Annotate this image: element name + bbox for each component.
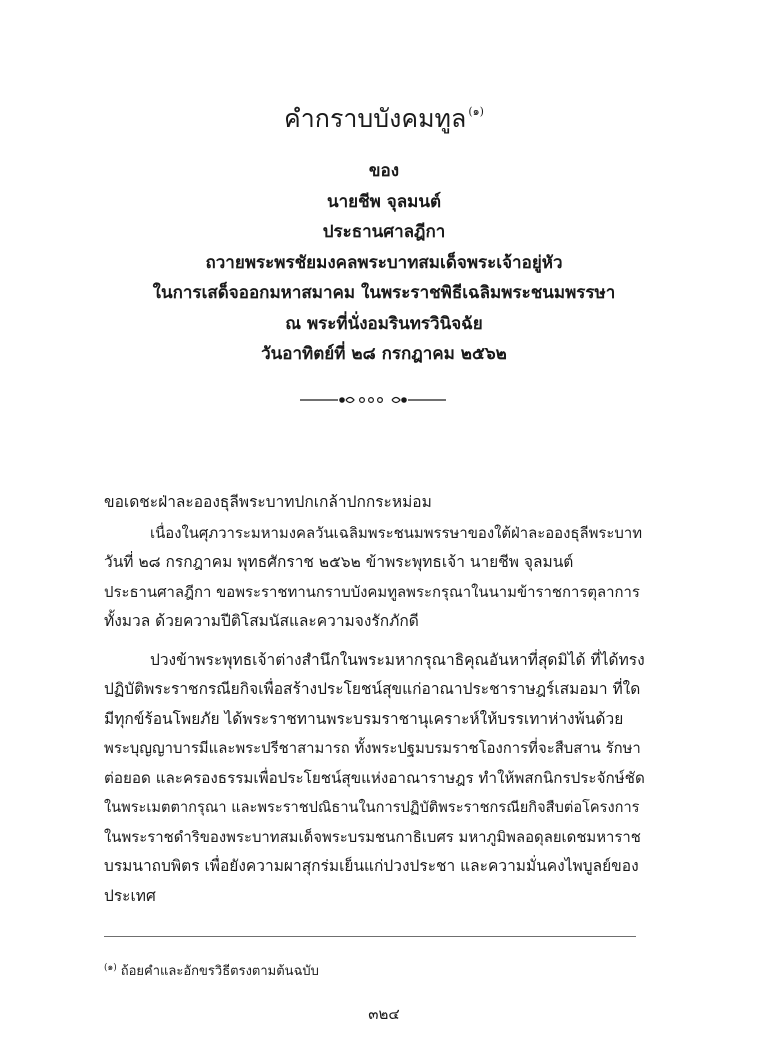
paragraph-line: วันที่ ๒๘ กรกฎาคม พุทธศักราช ๒๕๖๒ ข้าพระพุทธเจ้า นายชีพ จุลมนต์ (104, 553, 574, 571)
heading-line: ถวายพระพรชัยมงคลพระบาทสมเด็จพระเจ้าอยู่หัว (205, 252, 563, 273)
footnote-text: ถ้อยคำและอักขรวิธีตรงตามต้นฉบับ (120, 964, 319, 979)
page-number: ๓๒๔ (368, 1005, 400, 1023)
footnote-divider (104, 936, 636, 937)
paragraph (104, 646, 644, 912)
paragraph-line: ทั้งมวล ด้วยความปีติโสมนัสและความจงรักภักดี (104, 612, 419, 630)
paragraph-line: ปฏิบัติพระราชกรณียกิจเพื่อสร้างประโยชน์สุขแก่อาณาประชาราษฎร์เสมอมา ที่ใด (104, 680, 641, 698)
paragraph-line: ในพระราชดำริของพระบาทสมเด็จพระบรมชนกาธิเบศร มหาภูมิพลอดุลยเดชมหาราช (104, 827, 641, 846)
heading-line: ของ (368, 161, 400, 181)
paragraph-line: เนื่องในศุภวาระมหามงคลวันเฉลิมพระชนมพรรษาของใต้ฝ่าละอองธุลีพระบาท (150, 523, 643, 542)
title-text: คำกราบบังคมทูล (284, 104, 467, 133)
heading-line: วันอาทิตย์ที่ ๒๘ กรกฎาคม ๒๕๖๒ (261, 344, 507, 364)
paragraph-line: บรมนาถบพิตร เพื่อยังความผาสุกร่มเย็นแก่ปวงประชา และความมั่นคงไพบูลย์ของ (104, 857, 639, 875)
paragraph-line: ในพระเมตตากรุณา และพระราชปณิธานในการปฏิบัติพระราชกรณียกิจสืบต่อโครงการ (104, 799, 640, 816)
heading-line: ในการเสด็จออกมหาสมาคม ในพระราชพิธีเฉลิมพระชนมพรรษา (152, 283, 616, 303)
salutation: ขอเดชะฝ่าละอองธุลีพระบาทปกเกล้าปกกระหม่อม (104, 493, 432, 511)
paragraph-line: ประธานศาลฎีกา ขอพระราชทานกราบบังคมทูลพระกรุณาในนามข้าราชการตุลาการ (104, 582, 640, 601)
paragraph-line: พระบุญญาบารมีและพระปรีชาสามารถ ทั้งพระปฐมบรมราชโองการที่จะสืบสาน รักษา (104, 739, 641, 757)
footnote-mark: (๑) (104, 963, 117, 973)
heading-line: ประธานศาลฎีกา (322, 222, 446, 242)
paragraph-line: มีทุกข์ร้อนโพยภัย ได้พระราชทานพระบรมราชานุเคราะห์ให้บรรเทาห่างพ้นด้วย (104, 709, 624, 728)
paragraph-line: ประเทศ (104, 886, 156, 905)
footnote (104, 958, 319, 982)
page-title (0, 95, 768, 136)
paragraph (104, 519, 644, 637)
paragraph-line: ปวงข้าพระพุทธเจ้าต่างสำนึกในพระมหากรุณาธิคุณอันหาที่สุดมิได้ ที่ได้ทรง (150, 650, 645, 669)
heading-block (0, 156, 768, 370)
divider-flourish-icon (300, 392, 446, 408)
heading-line: นายชีพ จุลมนต์ (326, 191, 442, 212)
heading-line: ณ พระที่นั่งอมรินทรวินิจฉัย (285, 313, 483, 334)
paragraph-line: ต่อยอด และครองธรรมเพื่อประโยชน์สุขแห่งอาณาราษฎร ทำให้พสกนิกรประจักษ์ชัด (104, 768, 645, 787)
title-footnote-mark: (๑) (468, 105, 484, 118)
letter-body (104, 488, 644, 911)
